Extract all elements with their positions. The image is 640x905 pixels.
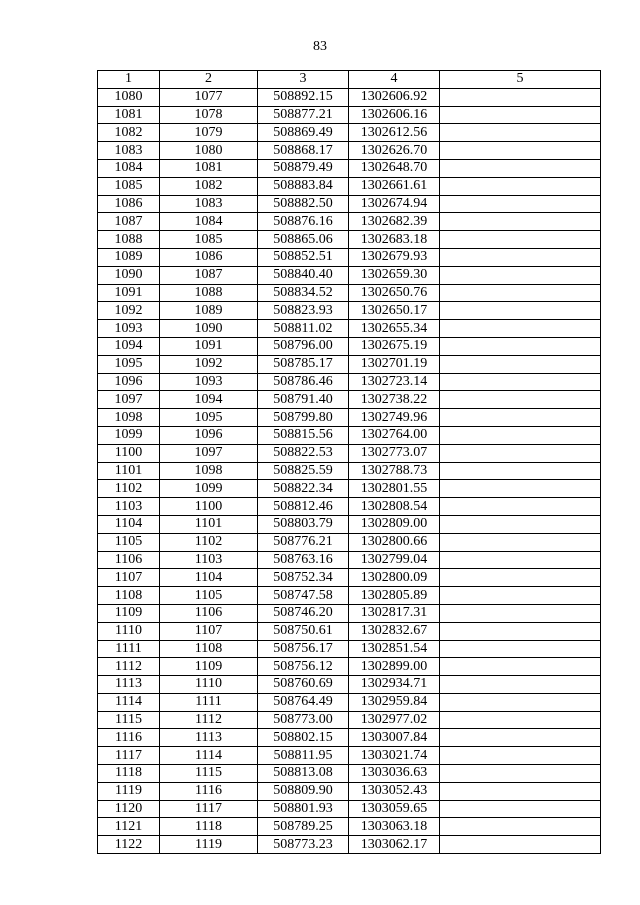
table-cell-col-5 bbox=[440, 515, 601, 533]
table-row bbox=[98, 711, 601, 729]
table-cell-col-2: 1094 bbox=[160, 391, 258, 409]
table-row bbox=[98, 106, 601, 124]
table-cell-col-3: 508809.90 bbox=[258, 782, 349, 800]
table-cell-col-4: 1302899.00 bbox=[349, 658, 440, 676]
table-cell-col-4: 1302851.54 bbox=[349, 640, 440, 658]
table-cell-col-5 bbox=[440, 142, 601, 160]
table-cell-col-4: 1302773.07 bbox=[349, 444, 440, 462]
table-cell-col-4: 1302800.66 bbox=[349, 533, 440, 551]
table-cell-col-4: 1303007.84 bbox=[349, 729, 440, 747]
table-cell-col-2: 1079 bbox=[160, 124, 258, 142]
table-cell-col-3: 508865.06 bbox=[258, 231, 349, 249]
table-cell-col-3: 508756.12 bbox=[258, 658, 349, 676]
table-cell-col-4: 1302650.17 bbox=[349, 302, 440, 320]
table-cell-col-5 bbox=[440, 444, 601, 462]
table-cell-col-2: 1080 bbox=[160, 142, 258, 160]
table-cell-col-5 bbox=[440, 604, 601, 622]
table-cell-col-1: 1103 bbox=[98, 498, 160, 516]
table-cell-col-1: 1080 bbox=[98, 88, 160, 106]
table-row bbox=[98, 462, 601, 480]
table-cell-col-5 bbox=[440, 284, 601, 302]
table-cell-col-4: 1302805.89 bbox=[349, 587, 440, 605]
table-cell-col-3: 508776.21 bbox=[258, 533, 349, 551]
table-cell-col-5 bbox=[440, 373, 601, 391]
table-cell-col-3: 508802.15 bbox=[258, 729, 349, 747]
table-cell-col-4: 1302817.31 bbox=[349, 604, 440, 622]
table-cell-col-3: 508786.46 bbox=[258, 373, 349, 391]
table-cell-col-3: 508746.20 bbox=[258, 604, 349, 622]
table-cell-col-4: 1302959.84 bbox=[349, 693, 440, 711]
table-cell-col-5 bbox=[440, 88, 601, 106]
table-row bbox=[98, 142, 601, 160]
table-row bbox=[98, 248, 601, 266]
table-cell-col-2: 1114 bbox=[160, 747, 258, 765]
table-cell-col-4: 1302808.54 bbox=[349, 498, 440, 516]
table-row bbox=[98, 373, 601, 391]
table-cell-col-2: 1090 bbox=[160, 320, 258, 338]
table-cell-col-2: 1096 bbox=[160, 426, 258, 444]
table-cell-col-4: 1302675.19 bbox=[349, 337, 440, 355]
table-cell-col-1: 1115 bbox=[98, 711, 160, 729]
table-cell-col-4: 1302655.34 bbox=[349, 320, 440, 338]
table-cell-col-4: 1302674.94 bbox=[349, 195, 440, 213]
table-cell-col-2: 1101 bbox=[160, 515, 258, 533]
table-row bbox=[98, 444, 601, 462]
table-cell-col-1: 1116 bbox=[98, 729, 160, 747]
table-cell-col-2: 1100 bbox=[160, 498, 258, 516]
table-cell-col-1: 1101 bbox=[98, 462, 160, 480]
table-cell-col-5 bbox=[440, 266, 601, 284]
table-cell-col-4: 1302701.19 bbox=[349, 355, 440, 373]
table-row bbox=[98, 818, 601, 836]
table-cell-col-2: 1111 bbox=[160, 693, 258, 711]
table-cell-col-1: 1099 bbox=[98, 426, 160, 444]
table-row bbox=[98, 765, 601, 783]
table-cell-col-2: 1099 bbox=[160, 480, 258, 498]
table-cell-col-5 bbox=[440, 569, 601, 587]
table-cell-col-2: 1118 bbox=[160, 818, 258, 836]
column-header-2: 2 bbox=[160, 71, 258, 89]
table-cell-col-3: 508756.17 bbox=[258, 640, 349, 658]
table-row bbox=[98, 266, 601, 284]
table-cell-col-4: 1303021.74 bbox=[349, 747, 440, 765]
table-cell-col-5 bbox=[440, 337, 601, 355]
table-cell-col-4: 1302679.93 bbox=[349, 248, 440, 266]
table-row bbox=[98, 569, 601, 587]
table-cell-col-3: 508882.50 bbox=[258, 195, 349, 213]
table-cell-col-2: 1115 bbox=[160, 765, 258, 783]
table-row bbox=[98, 480, 601, 498]
table-cell-col-4: 1303059.65 bbox=[349, 800, 440, 818]
table-row bbox=[98, 604, 601, 622]
table-cell-col-5 bbox=[440, 106, 601, 124]
table-cell-col-1: 1114 bbox=[98, 693, 160, 711]
table-cell-col-2: 1081 bbox=[160, 159, 258, 177]
table-row bbox=[98, 409, 601, 427]
table-row bbox=[98, 391, 601, 409]
table-cell-col-2: 1116 bbox=[160, 782, 258, 800]
table-cell-col-3: 508811.02 bbox=[258, 320, 349, 338]
table-cell-col-1: 1100 bbox=[98, 444, 160, 462]
table-cell-col-1: 1083 bbox=[98, 142, 160, 160]
table-cell-col-5 bbox=[440, 729, 601, 747]
table-row bbox=[98, 320, 601, 338]
table-cell-col-5 bbox=[440, 693, 601, 711]
table-cell-col-2: 1105 bbox=[160, 587, 258, 605]
table-row bbox=[98, 747, 601, 765]
table-cell-col-1: 1096 bbox=[98, 373, 160, 391]
table-cell-col-5 bbox=[440, 533, 601, 551]
table-row bbox=[98, 640, 601, 658]
table-row bbox=[98, 337, 601, 355]
table-cell-col-1: 1110 bbox=[98, 622, 160, 640]
table-cell-col-1: 1095 bbox=[98, 355, 160, 373]
table-row bbox=[98, 836, 601, 854]
table-cell-col-4: 1302799.04 bbox=[349, 551, 440, 569]
table-cell-col-4: 1302749.96 bbox=[349, 409, 440, 427]
table-cell-col-5 bbox=[440, 640, 601, 658]
table-cell-col-4: 1302650.76 bbox=[349, 284, 440, 302]
table-cell-col-1: 1085 bbox=[98, 177, 160, 195]
table-cell-col-2: 1087 bbox=[160, 266, 258, 284]
table-cell-col-3: 508747.58 bbox=[258, 587, 349, 605]
table-cell-col-5 bbox=[440, 818, 601, 836]
table-cell-col-1: 1111 bbox=[98, 640, 160, 658]
table-cell-col-2: 1084 bbox=[160, 213, 258, 231]
table-cell-col-2: 1092 bbox=[160, 355, 258, 373]
table-cell-col-3: 508813.08 bbox=[258, 765, 349, 783]
table-cell-col-3: 508760.69 bbox=[258, 676, 349, 694]
table-cell-col-2: 1093 bbox=[160, 373, 258, 391]
table-cell-col-1: 1102 bbox=[98, 480, 160, 498]
table-row bbox=[98, 284, 601, 302]
table-cell-col-2: 1106 bbox=[160, 604, 258, 622]
table-cell-col-2: 1083 bbox=[160, 195, 258, 213]
table-row bbox=[98, 159, 601, 177]
table-cell-col-5 bbox=[440, 248, 601, 266]
table-cell-col-4: 1302738.22 bbox=[349, 391, 440, 409]
table-cell-col-1: 1090 bbox=[98, 266, 160, 284]
table-cell-col-2: 1091 bbox=[160, 337, 258, 355]
table-cell-col-3: 508822.34 bbox=[258, 480, 349, 498]
table-cell-col-4: 1302648.70 bbox=[349, 159, 440, 177]
table-row bbox=[98, 800, 601, 818]
table-row bbox=[98, 693, 601, 711]
table-cell-col-1: 1097 bbox=[98, 391, 160, 409]
table-cell-col-2: 1088 bbox=[160, 284, 258, 302]
table-cell-col-5 bbox=[440, 622, 601, 640]
table-row bbox=[98, 515, 601, 533]
table-cell-col-1: 1109 bbox=[98, 604, 160, 622]
table-cell-col-4: 1302723.14 bbox=[349, 373, 440, 391]
table-cell-col-3: 508803.79 bbox=[258, 515, 349, 533]
table-cell-col-2: 1086 bbox=[160, 248, 258, 266]
table-cell-col-4: 1302800.09 bbox=[349, 569, 440, 587]
table-row bbox=[98, 231, 601, 249]
coordinates-table bbox=[97, 70, 601, 854]
table-cell-col-4: 1303052.43 bbox=[349, 782, 440, 800]
table-cell-col-5 bbox=[440, 320, 601, 338]
table-cell-col-1: 1105 bbox=[98, 533, 160, 551]
table-cell-col-2: 1082 bbox=[160, 177, 258, 195]
table-cell-col-5 bbox=[440, 231, 601, 249]
table-cell-col-1: 1087 bbox=[98, 213, 160, 231]
table-cell-col-3: 508892.15 bbox=[258, 88, 349, 106]
table-cell-col-3: 508840.40 bbox=[258, 266, 349, 284]
table-cell-col-2: 1078 bbox=[160, 106, 258, 124]
table-cell-col-2: 1077 bbox=[160, 88, 258, 106]
table-cell-col-3: 508825.59 bbox=[258, 462, 349, 480]
table-cell-col-3: 508834.52 bbox=[258, 284, 349, 302]
table-cell-col-3: 508763.16 bbox=[258, 551, 349, 569]
table-cell-col-5 bbox=[440, 195, 601, 213]
table-cell-col-2: 1085 bbox=[160, 231, 258, 249]
table-row bbox=[98, 587, 601, 605]
table-cell-col-5 bbox=[440, 836, 601, 854]
column-header-1: 1 bbox=[98, 71, 160, 89]
table-cell-col-5 bbox=[440, 213, 601, 231]
table-cell-col-3: 508799.80 bbox=[258, 409, 349, 427]
page-number: 83 bbox=[313, 39, 327, 54]
table-cell-col-3: 508868.17 bbox=[258, 142, 349, 160]
table-cell-col-1: 1086 bbox=[98, 195, 160, 213]
table-cell-col-4: 1302661.61 bbox=[349, 177, 440, 195]
table-row bbox=[98, 729, 601, 747]
table-cell-col-1: 1089 bbox=[98, 248, 160, 266]
table-row bbox=[98, 622, 601, 640]
table-cell-col-5 bbox=[440, 391, 601, 409]
table-cell-col-1: 1082 bbox=[98, 124, 160, 142]
table-cell-col-4: 1302764.00 bbox=[349, 426, 440, 444]
column-header-4: 4 bbox=[349, 71, 440, 89]
table-cell-col-2: 1097 bbox=[160, 444, 258, 462]
table-cell-col-3: 508801.93 bbox=[258, 800, 349, 818]
table-cell-col-4: 1303063.18 bbox=[349, 818, 440, 836]
table-cell-col-5 bbox=[440, 765, 601, 783]
table-cell-col-4: 1302809.00 bbox=[349, 515, 440, 533]
table-cell-col-1: 1118 bbox=[98, 765, 160, 783]
table-cell-col-4: 1302832.67 bbox=[349, 622, 440, 640]
table-cell-col-5 bbox=[440, 426, 601, 444]
table-cell-col-1: 1098 bbox=[98, 409, 160, 427]
table-cell-col-1: 1092 bbox=[98, 302, 160, 320]
table-cell-col-2: 1117 bbox=[160, 800, 258, 818]
table-row bbox=[98, 533, 601, 551]
table-cell-col-1: 1093 bbox=[98, 320, 160, 338]
table-cell-col-3: 508877.21 bbox=[258, 106, 349, 124]
table-cell-col-5 bbox=[440, 355, 601, 373]
table-row bbox=[98, 676, 601, 694]
table-cell-col-3: 508879.49 bbox=[258, 159, 349, 177]
table-row bbox=[98, 213, 601, 231]
table-cell-col-3: 508764.49 bbox=[258, 693, 349, 711]
table-body bbox=[98, 88, 601, 853]
table-cell-col-4: 1302626.70 bbox=[349, 142, 440, 160]
table-cell-col-3: 508773.00 bbox=[258, 711, 349, 729]
table-row bbox=[98, 195, 601, 213]
table-cell-col-3: 508811.95 bbox=[258, 747, 349, 765]
table-cell-col-5 bbox=[440, 498, 601, 516]
table-cell-col-3: 508869.49 bbox=[258, 124, 349, 142]
table-cell-col-1: 1113 bbox=[98, 676, 160, 694]
table-cell-col-1: 1106 bbox=[98, 551, 160, 569]
table-header-row bbox=[98, 71, 601, 89]
table-cell-col-2: 1109 bbox=[160, 658, 258, 676]
table-cell-col-4: 1302659.30 bbox=[349, 266, 440, 284]
table-cell-col-3: 508815.56 bbox=[258, 426, 349, 444]
table-cell-col-1: 1122 bbox=[98, 836, 160, 854]
table-cell-col-1: 1088 bbox=[98, 231, 160, 249]
table-cell-col-5 bbox=[440, 800, 601, 818]
table-cell-col-1: 1104 bbox=[98, 515, 160, 533]
table-row bbox=[98, 302, 601, 320]
table-cell-col-3: 508750.61 bbox=[258, 622, 349, 640]
table-cell-col-2: 1110 bbox=[160, 676, 258, 694]
column-header-3: 3 bbox=[258, 71, 349, 89]
table-cell-col-2: 1104 bbox=[160, 569, 258, 587]
table-cell-col-5 bbox=[440, 658, 601, 676]
table-cell-col-3: 508876.16 bbox=[258, 213, 349, 231]
table-cell-col-4: 1302682.39 bbox=[349, 213, 440, 231]
table-cell-col-2: 1098 bbox=[160, 462, 258, 480]
table-cell-col-2: 1102 bbox=[160, 533, 258, 551]
table-cell-col-3: 508812.46 bbox=[258, 498, 349, 516]
table-row bbox=[98, 124, 601, 142]
table-cell-col-4: 1302788.73 bbox=[349, 462, 440, 480]
table-cell-col-1: 1119 bbox=[98, 782, 160, 800]
table-cell-col-3: 508773.23 bbox=[258, 836, 349, 854]
table-cell-col-4: 1302612.56 bbox=[349, 124, 440, 142]
table-cell-col-5 bbox=[440, 782, 601, 800]
table-cell-col-4: 1302934.71 bbox=[349, 676, 440, 694]
table-cell-col-2: 1107 bbox=[160, 622, 258, 640]
table-cell-col-4: 1302977.02 bbox=[349, 711, 440, 729]
table-cell-col-3: 508822.53 bbox=[258, 444, 349, 462]
table-row bbox=[98, 782, 601, 800]
table-cell-col-5 bbox=[440, 587, 601, 605]
table-cell-col-5 bbox=[440, 124, 601, 142]
table-cell-col-3: 508883.84 bbox=[258, 177, 349, 195]
table-cell-col-2: 1089 bbox=[160, 302, 258, 320]
table-cell-col-4: 1302606.92 bbox=[349, 88, 440, 106]
table-cell-col-1: 1108 bbox=[98, 587, 160, 605]
table-cell-col-5 bbox=[440, 676, 601, 694]
table-cell-col-2: 1095 bbox=[160, 409, 258, 427]
table-cell-col-3: 508752.34 bbox=[258, 569, 349, 587]
table-cell-col-5 bbox=[440, 302, 601, 320]
table-row bbox=[98, 426, 601, 444]
table-cell-col-3: 508785.17 bbox=[258, 355, 349, 373]
table-cell-col-4: 1302683.18 bbox=[349, 231, 440, 249]
table-cell-col-2: 1112 bbox=[160, 711, 258, 729]
table-cell-col-5 bbox=[440, 159, 601, 177]
table-cell-col-1: 1120 bbox=[98, 800, 160, 818]
table-cell-col-5 bbox=[440, 747, 601, 765]
table-cell-col-4: 1302606.16 bbox=[349, 106, 440, 124]
table-cell-col-1: 1107 bbox=[98, 569, 160, 587]
table-cell-col-1: 1084 bbox=[98, 159, 160, 177]
table-row bbox=[98, 551, 601, 569]
table-cell-col-5 bbox=[440, 177, 601, 195]
table-cell-col-3: 508791.40 bbox=[258, 391, 349, 409]
table-cell-col-4: 1303062.17 bbox=[349, 836, 440, 854]
column-header-5: 5 bbox=[440, 71, 601, 89]
table-cell-col-3: 508823.93 bbox=[258, 302, 349, 320]
table-cell-col-5 bbox=[440, 480, 601, 498]
table-row bbox=[98, 498, 601, 516]
table-row bbox=[98, 355, 601, 373]
table-cell-col-4: 1303036.63 bbox=[349, 765, 440, 783]
table-row bbox=[98, 658, 601, 676]
table-cell-col-1: 1081 bbox=[98, 106, 160, 124]
table-cell-col-2: 1108 bbox=[160, 640, 258, 658]
table-cell-col-3: 508796.00 bbox=[258, 337, 349, 355]
table-row bbox=[98, 88, 601, 106]
table-cell-col-5 bbox=[440, 551, 601, 569]
table-cell-col-1: 1112 bbox=[98, 658, 160, 676]
table-cell-col-2: 1113 bbox=[160, 729, 258, 747]
table-cell-col-5 bbox=[440, 409, 601, 427]
table-cell-col-5 bbox=[440, 711, 601, 729]
table-cell-col-1: 1094 bbox=[98, 337, 160, 355]
table-row bbox=[98, 177, 601, 195]
table-cell-col-5 bbox=[440, 462, 601, 480]
table-cell-col-4: 1302801.55 bbox=[349, 480, 440, 498]
table-cell-col-2: 1103 bbox=[160, 551, 258, 569]
table-cell-col-3: 508852.51 bbox=[258, 248, 349, 266]
table-cell-col-1: 1091 bbox=[98, 284, 160, 302]
table-cell-col-1: 1117 bbox=[98, 747, 160, 765]
table-cell-col-3: 508789.25 bbox=[258, 818, 349, 836]
table-cell-col-2: 1119 bbox=[160, 836, 258, 854]
table-cell-col-1: 1121 bbox=[98, 818, 160, 836]
